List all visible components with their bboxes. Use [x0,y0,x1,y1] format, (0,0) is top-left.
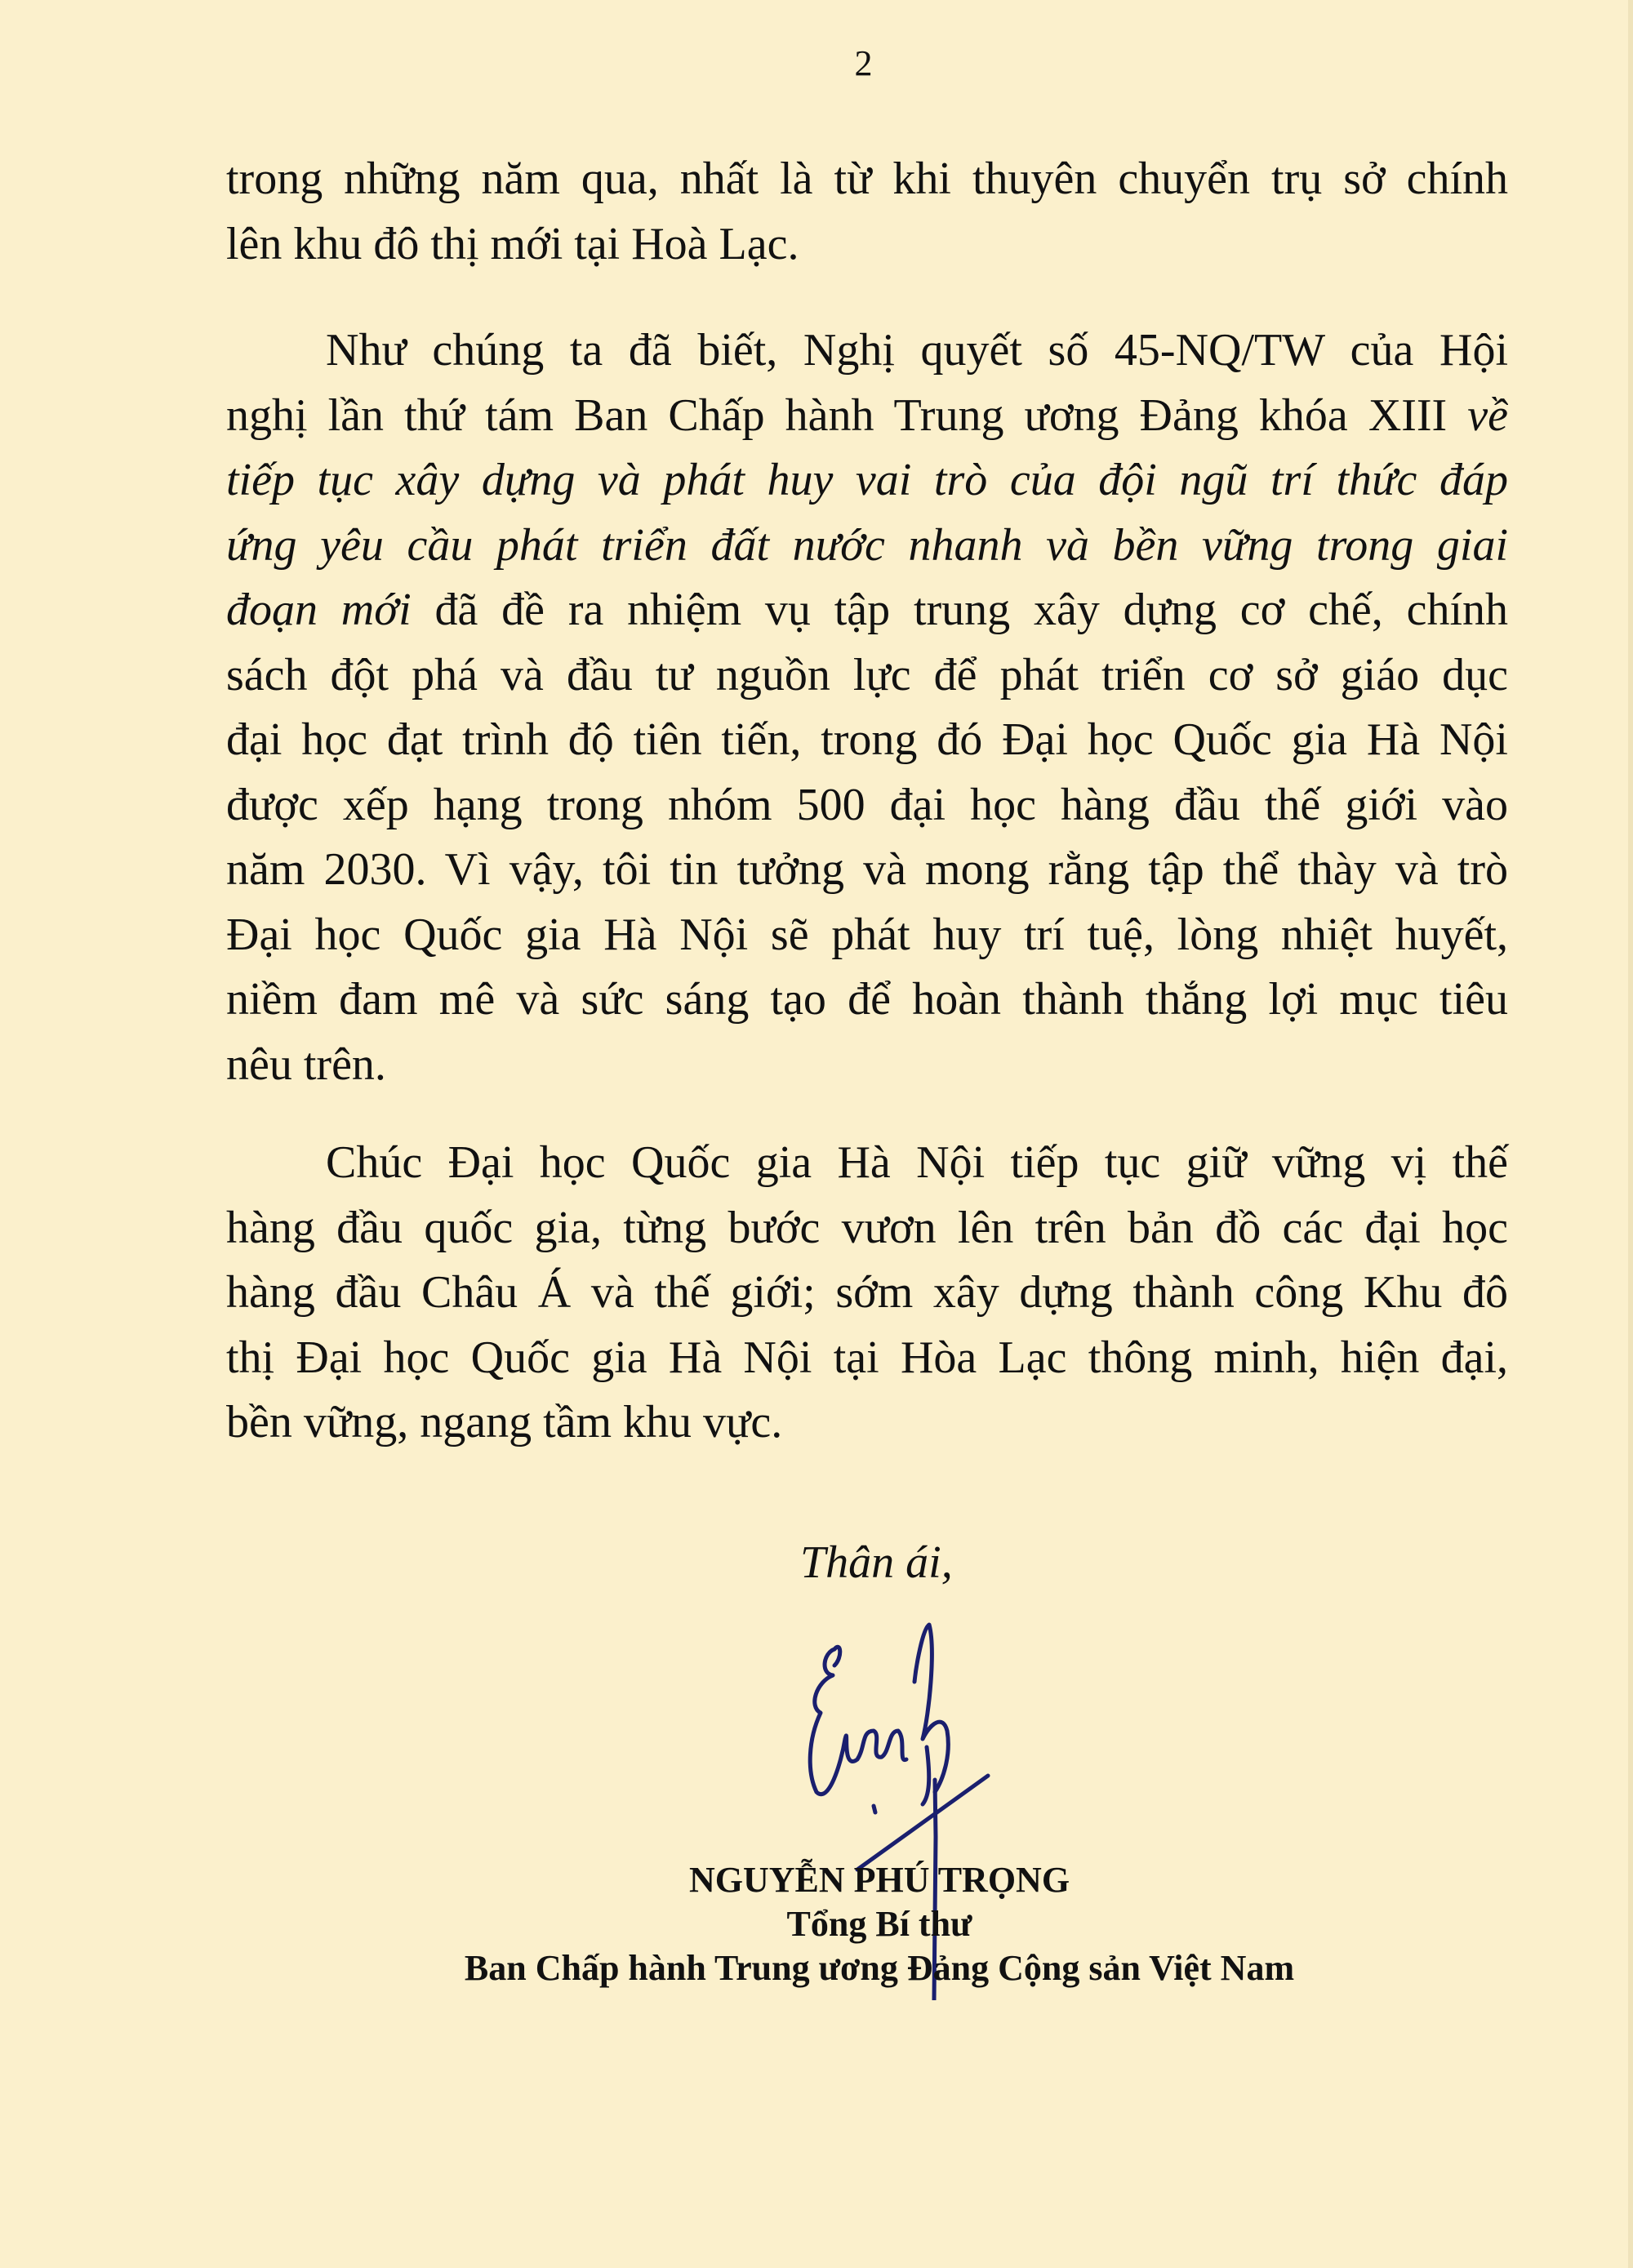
italic-text: tiếp tục xây dựng và phát huy vai trò của đội ngũ trí thức đáp [226,455,1508,505]
text-line [226,212,1508,278]
text-line [226,1390,1508,1456]
text-line [226,1326,1508,1391]
text-segment: thị Đại học Quốc gia Hà Nội tại Hòa Lạc thông minh, hiện đại, [226,1332,1508,1383]
text-segment: lên khu đô thị mới tại Hoà Lạc. [226,218,799,269]
text-segment: sách đột phá và đầu tư nguồn lực để phát triển cơ sở giáo dục [226,649,1508,700]
text-segment: năm 2030. Vì vậy, tôi tin tưởng và mong rằng tập thể thày và trò [226,844,1508,895]
page-edge [1628,0,1633,2268]
text-segment: nêu trên. [226,1038,386,1090]
closing-salutation: Thân ái, [800,1537,953,1588]
paragraph-3 [226,1131,1508,1456]
text-line [226,773,1508,838]
text-line [226,838,1508,903]
text-line [226,384,1508,449]
text-segment: Đại học Quốc gia Hà Nội sẽ phát huy trí tuệ, lòng nhiệt huyết, [226,909,1508,960]
text-segment: hàng đầu Châu Á và thế giới; sớm xây dựng thành công Khu đô [226,1267,1508,1318]
italic-text: đoạn mới [226,585,412,635]
text-line [226,1033,1508,1098]
paragraph-1 [226,147,1508,277]
text-line [226,1261,1508,1326]
text-line [226,643,1508,709]
text-line [226,514,1508,579]
paragraph-2 [226,318,1508,1097]
italic-text: về [1467,389,1508,441]
text-line [226,448,1508,514]
text-line [226,1131,1508,1196]
text-segment: Chúc Đại học Quốc gia Hà Nội tiếp tục giữ vững vị thế [326,1137,1508,1188]
text-line [226,578,1508,643]
italic-text: ứng yêu cầu phát triển đất nước nhanh và bền vững trong giai [226,519,1508,571]
text-segment: hàng đầu quốc gia, từng bước vươn lên trên bản đồ các đại học [226,1202,1508,1253]
text-line [226,903,1508,968]
text-segment: trong những năm qua, nhất là từ khi thuyên chuyển trụ sở chính [226,153,1508,204]
signer-title: Tổng Bí thư [786,1904,972,1944]
signer-organization: Ban Chấp hành Trung ương Đảng Cộng sản Việt Nam [464,1948,1295,1988]
text-line [226,708,1508,773]
page-number: 2 [854,43,873,83]
text-segment: đại học đạt trình độ tiên tiến, trong đó Đại học Quốc gia Hà Nội [226,714,1508,765]
text-segment: đã đề ra nhiệm vụ tập trung xây dựng cơ chế, chính [411,585,1509,635]
text-segment: được xếp hạng trong nhóm 500 đại học hàng đầu thế giới vào [226,779,1508,830]
signer-name: NGUYỄN PHÚ TRỌNG [688,1860,1070,1900]
text-line [226,318,1508,384]
text-line [226,967,1508,1033]
text-line [226,147,1508,212]
text-line [226,1196,1508,1261]
text-segment: nghị lần thứ tám Ban Chấp hành Trung ương Đảng khóa XIII [226,389,1468,441]
text-segment: bền vững, ngang tầm khu vực. [226,1397,783,1448]
text-segment: niềm đam mê và sức sáng tạo để hoàn thành thắng lợi mục tiêu [226,974,1508,1025]
text-segment: Như chúng ta đã biết, Nghị quyết số 45-NQ/TW của Hội [326,325,1508,376]
